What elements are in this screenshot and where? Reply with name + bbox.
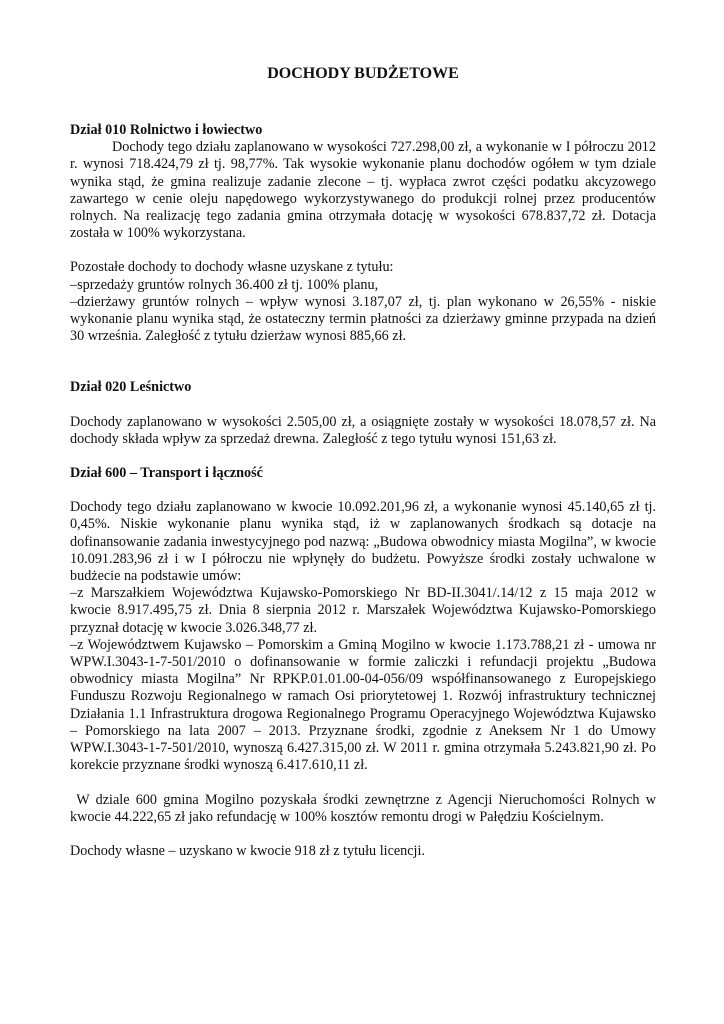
paragraph-600-main: Dochody tego działu zaplanowano w kwocie 10.092.201,96 zł, a wykonanie wynosi 45.140,65 zł tj. 0,45%. Niskie wykonanie planu wynika stąd, iż w zaplanowanych środkach są dotacje na dofinansowanie zadania inwestycyjnego pod nazwą: „Budowa obwodnicy miasta Mogilna”, w kwocie 10.091.283,96 zł i w I półroczu nie wpłynęły do budżetu. Powyższe środki zostały uchwalone w budżecie na podstawie umów:: [70, 499, 656, 585]
spacer: [70, 826, 656, 843]
section-heading-600: Dział 600 – Transport i łączność: [70, 465, 263, 482]
list-item-voivodeship-agreement: –z Województwem Kujawsko – Pomorskim a Gminą Mogilno w kwocie 1.173.788,21 zł - umowa nr WPW.I.3043-1-7-501/2010 o dofinansowanie w formie zaliczki i refundacji projektu „Budowa obwodnicy miasta Mogilna” Nr RPKP.01.01.00-04-056/09 współfinansowanego z Europejskiego Funduszu Rozwoju Regionalnego w ramach Osi priorytetowej 1. Rozwój infrastruktury technicznej Działania 1.1 Infrastruktura drogowa Regionalnego Programu Operacyjnego Województwa Kujawsko – Pomorskiego na lata 2007 – 2013. Przyznane środki, zgodnie z Aneksem Nr 1 do Umowy WPW.I.3043-1-7-501/2010, wynoszą 6.427.315,00 zł. W 2011 r. gmina otrzymała 5.243.821,90 zł. Po korekcie przyznane środki wynoszą 6.417.610,11 zł.: [70, 636, 656, 774]
document-title: DOCHODY BUDŻETOWE: [267, 65, 459, 82]
spacer: [70, 242, 656, 259]
list-item-lease: –dzierżawy gruntów rolnych – wpływ wynosi 3.187,07 zł, tj. plan wykonano w 26,55% - niskie wykonanie planu wynika stąd, że ostateczny termin płatności za dzierżawy gminne przypada na dzień 30 września. Zaległość z tytułu dzierżaw wynosi 885,66 zł.: [70, 293, 656, 345]
spacer: [70, 448, 656, 465]
section-heading-010: Dział 010 Rolnictwo i łowiectwo: [70, 122, 263, 138]
paragraph-010-main: Dochody tego działu zaplanowano w wysokości 727.298,00 zł, a wykonanie w I półroczu 2012 r. wynosi 718.424,79 zł tj. 98,77%. Tak wysokie wykonanie planu dochodów ogółem w tym dziale wynika stąd, że gmina realizuje zadanie zlecone – tj. wypłaca zwrot części podatku akcyzowego zawartego w cenie oleju napędowego wykorzystywanego do produkcji rolnej przez producentów rolnych. Na realizację tego zadania gmina otrzymała dotację w wysokości 678.837,72 zł. Dotacja została w 100% wykorzystana.: [70, 139, 656, 242]
document-page: [70, 64, 660, 860]
paragraph-600-external-funds: W dziale 600 gmina Mogilno pozyskała środki zewnętrzne z Agencji Nieruchomości Rolnych w kwocie 44.222,65 zł jako refundację w 100% kosztów remontu drogi w Pałędziu Kościelnym.: [70, 791, 660, 825]
list-item-marshal-agreement: –z Marszałkiem Województwa Kujawsko-Pomorskiego Nr BD-II.3041/.14/12 z 15 maja 2012 w kwocie 8.917.495,75 zł. Dnia 8 sierpnia 2012 r. Marszałek Województwa Kujawsko-Pomorskiego przyznał dotację w kwocie 3.026.348,77 zł.: [70, 585, 656, 636]
paragraph-600-own-income: Dochody własne – uzyskano w kwocie 918 zł z tytułu licencji.: [70, 842, 425, 859]
paragraph-020-main: Dochody zaplanowano w wysokości 2.505,00 zł, a osiągnięte zostały w wysokości 18.078,57 zł. Na dochody składa wpływ za sprzedaż drewna. Zaległość z tego tytułu wynosi 151,63 zł.: [70, 413, 656, 447]
spacer: [70, 482, 656, 499]
list-item-sales: –sprzedaży gruntów rolnych 36.400 zł tj. 100% planu,: [70, 276, 379, 293]
section-heading-020: Dział 020 Leśnictwo: [70, 379, 192, 396]
spacer: [70, 397, 656, 414]
spacer: [70, 345, 656, 379]
paragraph-010-other-income: Pozostałe dochody to dochody własne uzyskane z tytułu:: [70, 259, 394, 276]
spacer: [70, 775, 656, 792]
